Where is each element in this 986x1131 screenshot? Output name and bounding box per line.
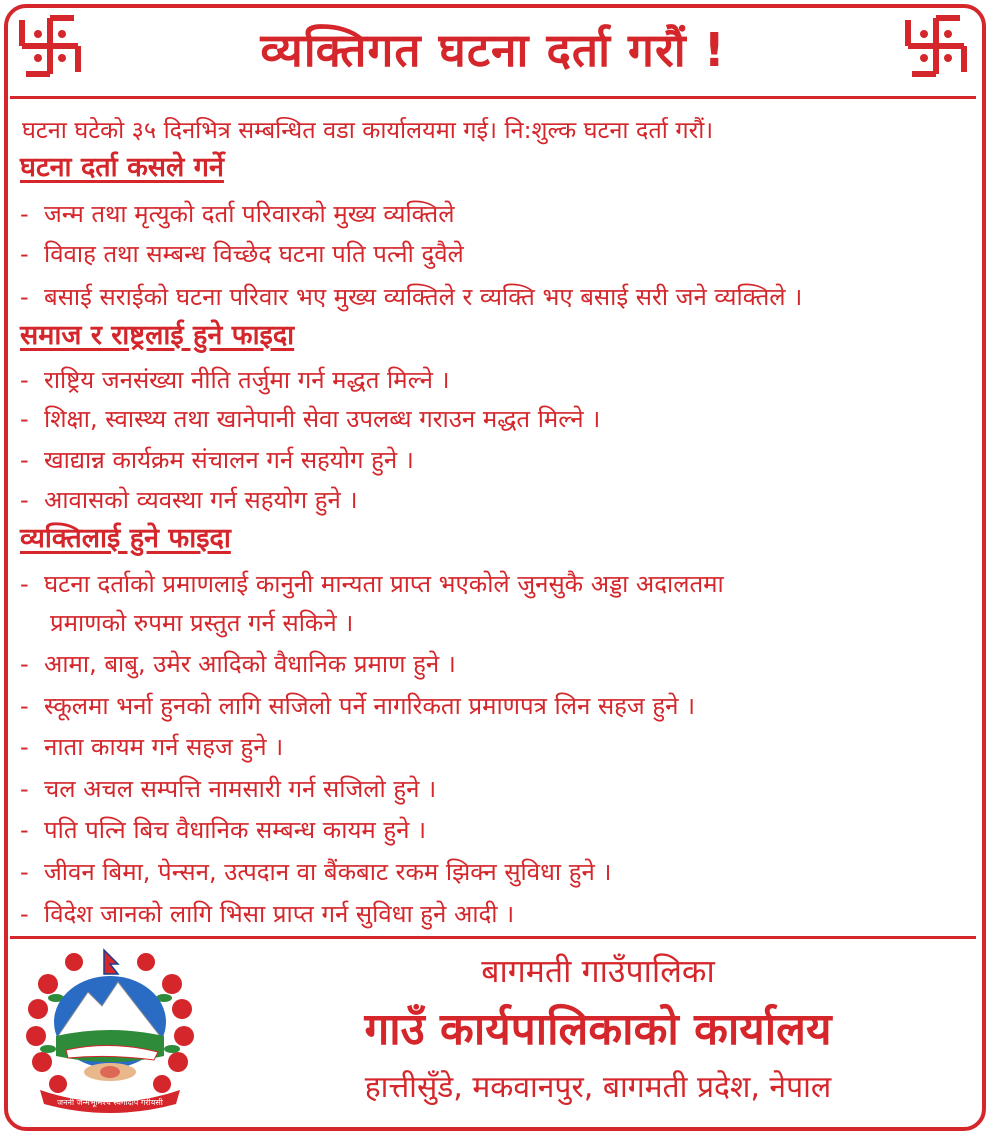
- office-address: हात्तीसुँडे, मकवानपुर, बागमती प्रदेश, नेपाल: [364, 1070, 832, 1105]
- list-item: - पति पत्नि बिच वैधानिक सम्बन्ध कायम हुने ।: [20, 816, 427, 844]
- list-item: - चल अचल सम्पत्ति नामसारी गर्न सजिलो हुने ।: [20, 775, 437, 803]
- list-item: - राष्ट्रिय जनसंख्या नीति तर्जुमा गर्न मद्धत मिल्ने ।: [20, 366, 450, 394]
- list-item: - विवाह तथा सम्बन्ध विच्छेद घटना पति पत्नी दुवैले: [20, 240, 464, 268]
- header-divider: [10, 96, 976, 99]
- list-item: - घटना दर्ताको प्रमाणलाई कानुनी मान्यता प्राप्त भएकोले जुनसुकै अड्डा अदालतमा: [20, 570, 724, 598]
- list-item: - खाद्यान्न कार्यक्रम संचालन गर्न सहयोग हुने ।: [20, 446, 414, 474]
- list-item: - आमा, बाबु, उमेर आदिको वैधानिक प्रमाण हुने ।: [20, 650, 456, 678]
- list-item-continuation: प्रमाणको रुपमा प्रस्तुत गर्न सकिने ।: [50, 609, 354, 637]
- list-item: - स्कूलमा भर्ना हुनको लागि सजिलो पर्ने नागरिकता प्रमाणपत्र लिन सहज हुने ।: [20, 692, 696, 720]
- list-item: - बसाई सराईको घटना परिवार भए मुख्य व्यक्तिले र व्यक्ति भए बसाई सरी जने व्यक्तिले ।: [20, 283, 803, 311]
- list-item: - आवासको व्यवस्था गर्न सहयोग हुने ।: [20, 486, 358, 514]
- nepal-emblem-icon: [18, 944, 202, 1114]
- office-name: गाउँ कार्यपालिकाको कार्यालय: [364, 1004, 832, 1055]
- municipality-name: बागमती गाउँपालिका: [481, 952, 715, 990]
- list-item: - जन्म तथा मृत्युको दर्ता परिवारको मुख्य व्यक्तिले: [20, 200, 455, 228]
- list-item: - नाता कायम गर्न सहज हुने ।: [20, 733, 284, 761]
- footer-divider: [10, 936, 976, 939]
- intro-text: घटना घटेको ३५ दिनभित्र सम्बन्धित वडा कार्यालयमा गई। नि:शुल्क घटना दर्ता गरौं।: [22, 116, 714, 144]
- page-title: व्यक्तिगत घटना दर्ता गरौं !: [260, 23, 726, 77]
- emblem-motto: जननी जन्मभूमिश्च स्वर्गादपि गरीयसी: [57, 1098, 163, 1107]
- list-item: - विदेश जानको लागि भिसा प्राप्त गर्न सुविधा हुने आदी ।: [20, 900, 515, 928]
- swastika-icon: [16, 12, 84, 80]
- section-heading-individual-benefits: व्यक्तिलाई हुने फाइदा: [20, 523, 231, 554]
- list-item: - शिक्षा, स्वास्थ्य तथा खानेपानी सेवा उपलब्ध गराउन मद्धत मिल्ने ।: [20, 405, 601, 433]
- section-heading-who-registers: घटना दर्ता कसले गर्ने: [20, 152, 224, 183]
- section-heading-society-benefits: समाज र राष्ट्रलाई हुने फाइदा: [20, 320, 295, 351]
- list-item: - जीवन बिमा, पेन्सन, उत्पदान वा बैंकबाट रकम झिक्न सुविधा हुने ।: [20, 858, 612, 886]
- swastika-icon: [902, 12, 970, 80]
